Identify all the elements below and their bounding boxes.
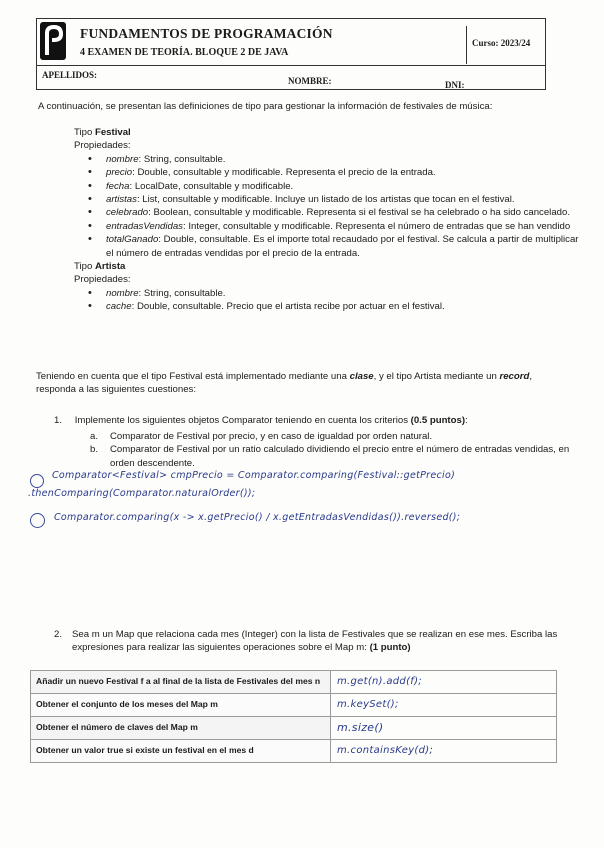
question-number: 1.: [54, 415, 63, 426]
festival-props-label: Propiedades:: [74, 140, 131, 152]
festival-section: [74, 126, 579, 314]
operation-answer: m.keySet();: [331, 694, 557, 717]
question-number: 2.: [54, 629, 63, 640]
map-operations-table: [30, 670, 557, 763]
operation-answer: m.get(n).add(f);: [331, 671, 557, 694]
item-b: b. Comparator de Festival por un ratio calculado dividiendo el precio entre el número de entradas vendidas, en orden descendente.: [90, 444, 570, 469]
handwritten-answer-b: Comparator.comparing(x -> x.getPrecio() / x.getEntradasVendidas()).reversed();: [54, 512, 461, 523]
list-item: • artistas: List, consultable y modificable. Incluye un listado de los artistas que tocan en el festival.: [84, 193, 579, 206]
circled-b-mark: [30, 513, 45, 528]
apellidos-label: APELLIDOS:: [42, 70, 98, 80]
table-row: [31, 694, 557, 717]
operation-question: Añadir un nuevo Festival f a al final de la lista de Festivales del mes n: [31, 671, 331, 694]
list-item: • precio: Double, consultable y modificable. Representa el precio de la entrada.: [84, 166, 579, 179]
dni-label: DNI:: [445, 80, 465, 90]
nombre-label: NOMBRE:: [288, 76, 332, 86]
operation-question: Obtener el conjunto de los meses del Map m: [31, 694, 331, 717]
intro-text: A continuación, se presentan las definiciones de tipo para gestionar la información de festivales de música:: [38, 101, 493, 112]
question-1-items: [90, 430, 580, 470]
course-title: FUNDAMENTOS DE PROGRAMACIÓN: [80, 26, 333, 41]
handwritten-answer-a-line1: Comparator<Festival> cmpPrecio = Comparator.comparing(Festival::getPrecio): [52, 470, 456, 481]
festival-type-heading: Tipo Festival: [74, 127, 131, 138]
list-item: • entradasVendidas: Integer, consultable y modificable. Representa el número de entradas que se han vendido: [84, 220, 579, 233]
festival-properties-list: [84, 153, 579, 260]
operation-question: Obtener el número de claves del Map m: [31, 717, 331, 740]
list-item: • fecha: LocalDate, consultable y modificable.: [84, 180, 579, 193]
question-2: 2. Sea m un Map que relaciona cada mes (Integer) con la lista de Festivales que se realizan en ese mes. Escriba las expresiones para realizar las siguientes operaciones sobre el Map m: (1 punto): [54, 629, 558, 654]
exam-subtitle: 4 EXAMEN DE TEORÍA. BLOQUE 2 DE JAVA: [80, 47, 289, 58]
list-item: • nombre: String, consultable.: [84, 153, 579, 166]
context-paragraph: Teniendo en cuenta que el tipo Festival está implementado mediante una clase, y el tipo Artista mediante un record, responda a las siguientes cuestiones:: [36, 371, 533, 396]
item-a: a. Comparator de Festival por precio, y en caso de igualdad por orden natural.: [90, 431, 433, 442]
question-1: 1. Implemente los siguientes objetos Comparator teniendo en cuenta los criterios (0.5 puntos):: [54, 415, 468, 426]
artista-properties-list: [84, 287, 579, 314]
university-logo: [40, 22, 66, 60]
list-item: • celebrado: Boolean, consultable y modificable. Representa si el festival se ha celebrado o ha sido cancelado.: [84, 206, 579, 219]
operation-answer: m.containsKey(d);: [331, 740, 557, 763]
circled-a-mark: [30, 474, 44, 488]
table-row: [31, 671, 557, 694]
operation-question: Obtener un valor true si existe un festival en el mes d: [31, 740, 331, 763]
artista-type-heading: Tipo Artista: [74, 261, 126, 273]
operation-answer: m.size(): [331, 717, 557, 740]
handwritten-answer-a-line2: .thenComparing(Comparator.naturalOrder());: [28, 488, 256, 499]
list-item: • nombre: String, consultable.: [84, 287, 579, 300]
course-year: Curso: 2023/24: [472, 38, 531, 48]
artista-props-label: Propiedades:: [74, 274, 131, 286]
list-item: • cache: Double, consultable. Precio que el artista recibe por actuar en el festival.: [84, 300, 579, 313]
table-row: [31, 740, 557, 763]
table-row: [31, 717, 557, 740]
list-item: • totalGanado: Double, consultable. Es el importe total recaudado por el festival. Se calcula a partir de multiplicar el número de entradas vendidas por el precio de la entrada.: [84, 233, 579, 260]
